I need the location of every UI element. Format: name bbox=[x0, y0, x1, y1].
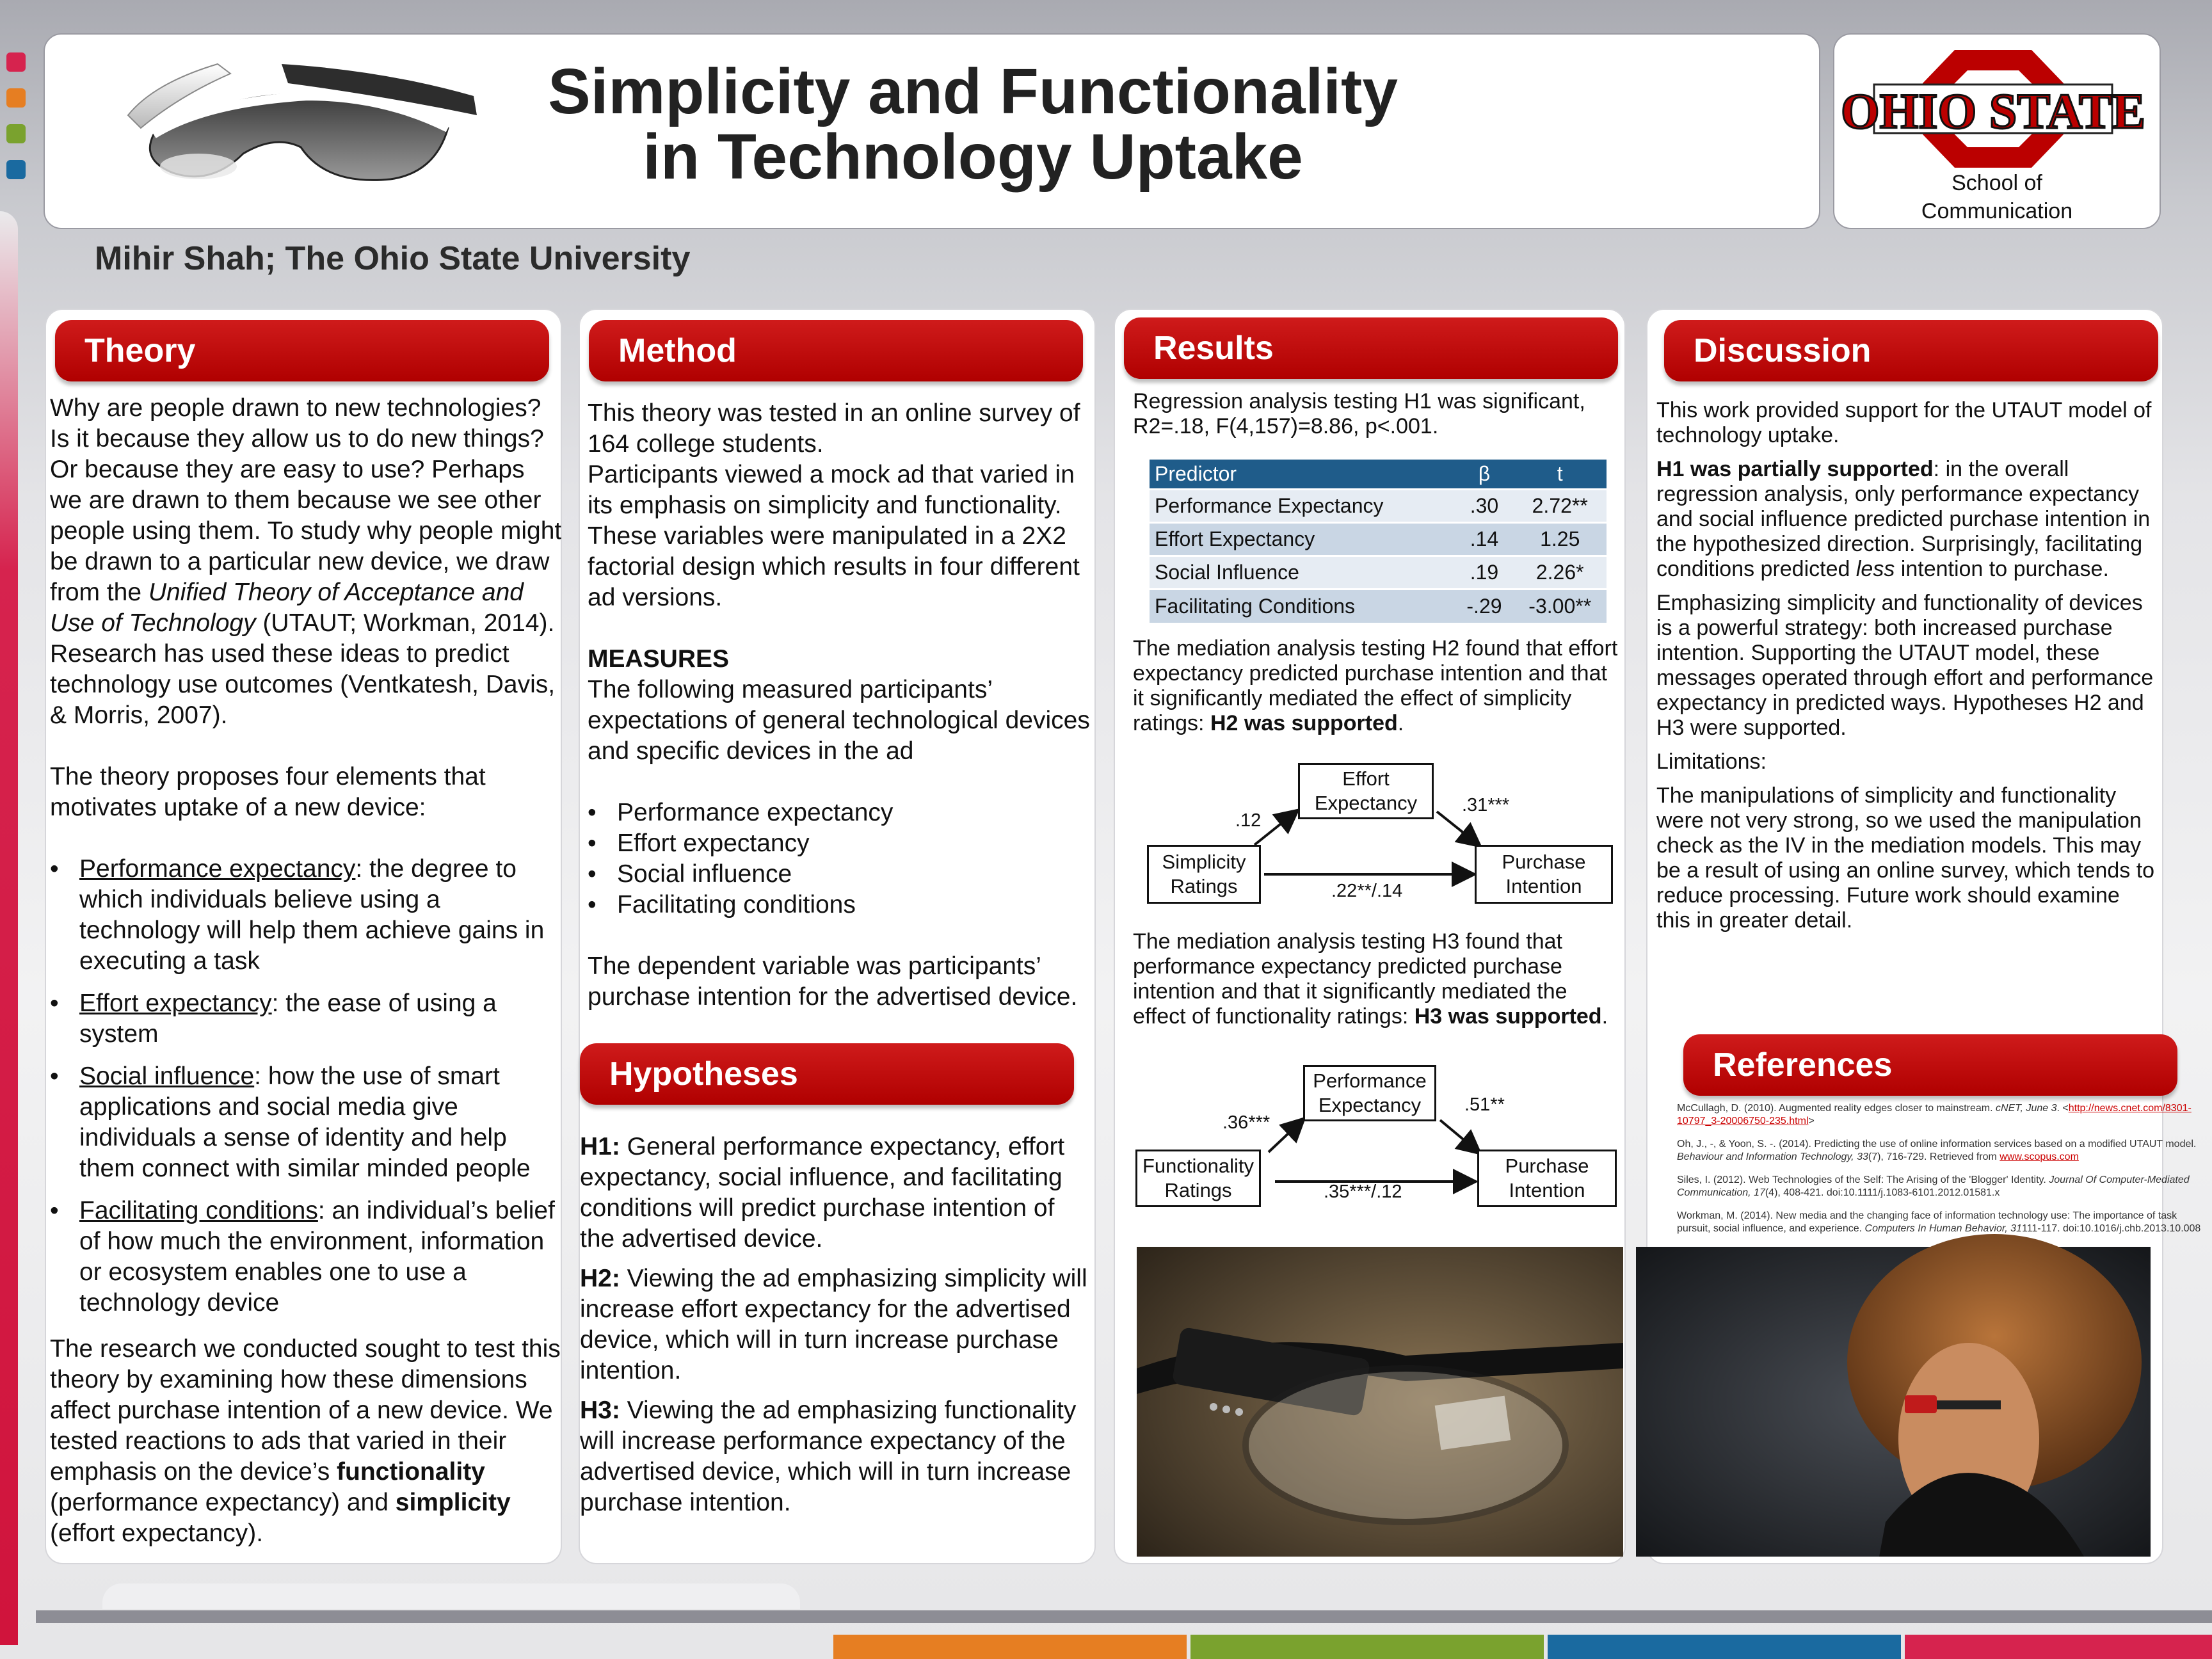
list-item bbox=[50, 854, 562, 977]
regression-summary: Regression analysis testing H1 was significant, R2=.18, F(4,157)=8.86, p<.001. bbox=[1133, 389, 1585, 438]
list-item bbox=[50, 1196, 562, 1318]
ref-source: Journal Of Computer-Mediated Communication, 17 bbox=[1677, 1174, 2190, 1198]
path-a-coefficient: .12 bbox=[1235, 810, 1262, 831]
h3-label: H3: bbox=[580, 1397, 620, 1424]
list-item: • Effort expectancy bbox=[588, 828, 1093, 859]
list-item: • Social influence bbox=[588, 859, 1093, 890]
list-item bbox=[1677, 1174, 2207, 1199]
footer-segment-pink bbox=[1905, 1635, 2212, 1659]
ref-text: (4), 408-421. doi:10.1111/j.1083-6101.2012.01581.x bbox=[1765, 1187, 2000, 1198]
keyword-functionality: functionality bbox=[337, 1458, 485, 1486]
ref-link[interactable]: http://news.cnet.com/8301-10797_3-20006750-235.html bbox=[1677, 1103, 2192, 1126]
theory-elements-intro: The theory proposes four elements that motivates uptake of a new device: bbox=[50, 763, 486, 821]
mediation-h2-a: The mediation analysis testing H2 found that effort expectancy predicted purchase intention and that it significantly mediated the effect of simplicity ratings: bbox=[1133, 636, 1618, 735]
mediation-h3-b: . bbox=[1601, 1004, 1608, 1029]
hypothesis-3 bbox=[580, 1395, 1092, 1518]
path-a-coefficient: .36*** bbox=[1222, 1112, 1270, 1133]
term-definition: : the ease of using a system bbox=[79, 990, 497, 1048]
ref-text: Workman, M. (2014). New media and the changing face of information technology use: The importance of task pursuit, social influence, and experience. bbox=[1677, 1210, 2177, 1234]
path-b-coefficient: .51** bbox=[1464, 1094, 1505, 1115]
h2-label: H2: bbox=[580, 1265, 620, 1292]
results-heading: Results bbox=[1124, 317, 1618, 379]
table-row bbox=[1150, 556, 1607, 589]
school-line-1: School of bbox=[1952, 171, 2042, 195]
ref-link[interactable]: www.scopus.com bbox=[2000, 1151, 2079, 1162]
discussion-h1-a: : in the overall regression analysis, only performance expectancy and social influence predicted purchase intention in the hypothesized direction. Surprisingly, facilitating conditions predicted bbox=[1656, 457, 2151, 581]
effort-expectancy-node: Effort Expectancy bbox=[1298, 763, 1434, 819]
school-line-2: Communication bbox=[1921, 199, 2073, 223]
hypotheses-body bbox=[580, 1132, 1092, 1518]
theory-conclusion-c: (effort expectancy). bbox=[50, 1519, 264, 1547]
limitations-text: The manipulations of simplicity and functionality were not very strong, so we used the manipulation check as the IV in the mediation models. This may be a result of using an online survey, which tends to reduce processing. Future work should examine this in greater detail. bbox=[1656, 783, 2155, 933]
footer-segment-orange bbox=[833, 1635, 1187, 1659]
references-heading: References bbox=[1683, 1034, 2177, 1096]
footer-segment-blue bbox=[1548, 1635, 1901, 1659]
purchase-intention-node: Purchase Intention bbox=[1477, 1150, 1617, 1207]
path-c-coefficient: .35***/.12 bbox=[1324, 1182, 1402, 1202]
hypotheses-heading: Hypotheses bbox=[580, 1043, 1074, 1105]
method-body bbox=[588, 398, 1093, 1013]
accent-square-blue bbox=[6, 160, 26, 179]
h1-partially-supported: H1 was partially supported bbox=[1656, 457, 1934, 481]
limitations-label: Limitations: bbox=[1656, 749, 1767, 774]
path-c-coefficient: .22**/.14 bbox=[1331, 881, 1403, 901]
glasses-closeup-photo bbox=[1137, 1247, 1623, 1557]
list-item bbox=[50, 988, 562, 1050]
ref-source: cNET, June 3 bbox=[1996, 1103, 2057, 1114]
theory-heading: Theory bbox=[55, 320, 549, 381]
table-cell: Facilitating Conditions bbox=[1150, 589, 1455, 623]
table-cell: 2.26* bbox=[1513, 556, 1607, 589]
dependent-variable: The dependent variable was participants’ purchase intention for the advertised device. bbox=[588, 952, 1078, 1011]
utaut-name: Unified Theory of Acceptance and Use of Technology bbox=[50, 579, 524, 637]
discussion-heading: Discussion bbox=[1664, 320, 2158, 381]
school-name bbox=[1833, 169, 2161, 225]
list-item: • Facilitating conditions bbox=[588, 890, 1093, 920]
discussion-body bbox=[1656, 398, 2158, 933]
list-item bbox=[50, 1061, 562, 1184]
table-cell: Performance Expectancy bbox=[1150, 490, 1455, 523]
theory-conclusion bbox=[50, 1334, 562, 1549]
title-line-2: in Technology Uptake bbox=[643, 121, 1303, 193]
footer-bar bbox=[36, 1610, 2212, 1623]
accent-square-pink bbox=[6, 52, 26, 72]
woman-smart-glasses-photo bbox=[1636, 1247, 2151, 1557]
ref-text: Oh, J., -, & Yoon, S. -. (2014). Predicting the use of online information services based on a modified UTAUT model. bbox=[1677, 1139, 2197, 1150]
ref-text: . < bbox=[2056, 1103, 2069, 1114]
hypothesis-1 bbox=[580, 1132, 1092, 1254]
table-cell: 2.72** bbox=[1513, 490, 1607, 523]
list-item bbox=[1677, 1138, 2207, 1164]
mediation-h3-a: The mediation analysis testing H3 found that performance expectancy predicted purchase intention and that it significantly mediated the effect of functionality ratings: bbox=[1133, 929, 1567, 1029]
table-row bbox=[1150, 490, 1607, 523]
table-cell: -.29 bbox=[1455, 589, 1514, 623]
mediation-h2-text bbox=[1133, 636, 1619, 736]
table-cell: .14 bbox=[1455, 523, 1514, 556]
table-row bbox=[1150, 589, 1607, 623]
measures-heading: MEASURES bbox=[588, 645, 730, 673]
table-cell: Effort Expectancy bbox=[1150, 523, 1455, 556]
discussion-h1-b: intention to purchase. bbox=[1895, 557, 2109, 581]
mediation-h2-b: . bbox=[1397, 711, 1404, 735]
h1-text: General performance expectancy, effort expectancy, social influence, and facilitating conditions will predict purchase intention of the advertised device. bbox=[580, 1133, 1065, 1253]
title-line-1: Simplicity and Functionality bbox=[548, 56, 1398, 127]
ohio-state-logo bbox=[1840, 45, 2146, 173]
term-definition: : the degree to which individuals believe using a technology will help them achieve gains in executing a task bbox=[79, 855, 545, 975]
ref-text: (7), 716-729. Retrieved from bbox=[1868, 1151, 2000, 1162]
table-cell: -3.00** bbox=[1513, 589, 1607, 623]
ref-text: 111-117. doi:10.1016/j.chb.2013.10.008 bbox=[2021, 1223, 2201, 1234]
theory-body bbox=[50, 393, 562, 1549]
method-heading: Method bbox=[589, 320, 1083, 381]
table-cell: 1.25 bbox=[1513, 523, 1607, 556]
term-definition: : an individual’s belief of how much the environment, information or ecosystem enables one to use a technology device bbox=[79, 1197, 555, 1317]
theory-conclusion-b: (performance expectancy) and bbox=[50, 1489, 396, 1516]
accent-square-green bbox=[6, 124, 26, 143]
hypothesis-2 bbox=[580, 1263, 1092, 1386]
theory-conclusion-a: The research we conducted sought to test this theory by examining how these dimensions affect purchase intention of a new device. We tested reactions to ads that varied in their emphasis on the device’s bbox=[50, 1335, 561, 1486]
ref-text: McCullagh, D. (2010). Augmented reality edges closer to mainstream. bbox=[1677, 1103, 1996, 1114]
h2-text: Viewing the ad emphasizing simplicity will increase effort expectancy for the advertised device, which will in turn increase purchase intention. bbox=[580, 1265, 1087, 1384]
references-list bbox=[1677, 1102, 2207, 1246]
ref-source: Behaviour and Information Technology, 33 bbox=[1677, 1151, 1868, 1162]
h3-text: Viewing the ad emphasizing functionality will increase performance expectancy of the advertised device, which will in turn increase purchase intention. bbox=[580, 1397, 1077, 1516]
author-line: Mihir Shah; The Ohio State University bbox=[95, 240, 691, 277]
discussion-strategy: Emphasizing simplicity and functionality of devices is a powerful strategy: both increased purchase intention. Supporting the UTAUT model, these messages operated through effort and performance expectancy in predicted ways. Hypotheses H2 and H3 were supported. bbox=[1656, 591, 2154, 740]
emphasis-less: less bbox=[1855, 557, 1895, 581]
table-cell: .30 bbox=[1455, 490, 1514, 523]
functionality-ratings-node: Functionality Ratings bbox=[1135, 1150, 1261, 1207]
simplicity-ratings-node: Simplicity Ratings bbox=[1147, 845, 1261, 904]
discussion-support: This work provided support for the UTAUT model of technology uptake. bbox=[1656, 398, 2152, 447]
list-item: • Performance expectancy bbox=[588, 797, 1093, 828]
table-row bbox=[1150, 523, 1607, 556]
term-performance-expectancy: Performance expectancy bbox=[79, 855, 356, 883]
column-header: β bbox=[1455, 460, 1514, 490]
discussion-h1 bbox=[1656, 457, 2158, 582]
h1-label: H1: bbox=[580, 1133, 620, 1160]
ref-text: > bbox=[1808, 1116, 1815, 1126]
table-header-row bbox=[1150, 460, 1607, 490]
term-facilitating-conditions: Facilitating conditions bbox=[79, 1197, 318, 1224]
term-social-influence: Social influence bbox=[79, 1062, 255, 1090]
keyword-simplicity: simplicity bbox=[395, 1489, 511, 1516]
left-accent-bar bbox=[0, 211, 18, 1645]
footer-segment-green bbox=[1190, 1635, 1544, 1659]
purchase-intention-node: Purchase Intention bbox=[1475, 845, 1613, 904]
table-cell: Social Influence bbox=[1150, 556, 1455, 589]
theory-intro-b: (UTAUT; Workman, 2014). Research has used these ideas to predict technology use outcomes (Ventkatesh, Davis, & Morris, 2007). bbox=[50, 609, 556, 729]
theory-intro bbox=[50, 393, 562, 731]
term-effort-expectancy: Effort expectancy bbox=[79, 990, 272, 1017]
method-sample: This theory was tested in an online survey of 164 college students. bbox=[588, 399, 1080, 458]
performance-expectancy-node: Performance Expectancy bbox=[1303, 1065, 1436, 1121]
theory-elements-list bbox=[50, 854, 562, 1318]
column-header: t bbox=[1513, 460, 1607, 490]
path-b-coefficient: .31*** bbox=[1462, 795, 1510, 815]
regression-table bbox=[1150, 460, 1607, 623]
logo-wordmark: OHIO STATE bbox=[1840, 83, 2146, 139]
measures-description: The following measured participants’ expectations of general technological devices and specific devices in the ad bbox=[588, 676, 1090, 765]
list-item bbox=[1677, 1102, 2207, 1128]
method-design: Participants viewed a mock ad that varied in its emphasis on simplicity and functionality. These variables were manipulated in a 2X2 factorial design which results in four different ad versions. bbox=[588, 461, 1080, 611]
poster-title bbox=[435, 56, 1511, 193]
measures-list bbox=[588, 797, 1093, 920]
accent-square-orange bbox=[6, 88, 26, 108]
ref-text: Siles, I. (2012). Web Technologies of the Self: The Arising of the 'Blogger' Identity. bbox=[1677, 1174, 2049, 1185]
ref-source: Computers In Human Behavior, 31 bbox=[1864, 1223, 2022, 1234]
term-definition: : how the use of smart applications and social media give individuals a sense of identity and help them connect with similar minded people bbox=[79, 1062, 531, 1182]
column-header: Predictor bbox=[1150, 460, 1455, 490]
list-item bbox=[1677, 1210, 2207, 1235]
mediation-h3-text bbox=[1133, 929, 1619, 1029]
h3-supported: H3 was supported bbox=[1414, 1004, 1602, 1029]
h2-supported: H2 was supported bbox=[1210, 711, 1398, 735]
footer-tab bbox=[102, 1583, 800, 1609]
table-cell: .19 bbox=[1455, 556, 1514, 589]
theory-intro-a: Why are people drawn to new technologies? Is it because they allow us to do new things? Or because they are easy to use? Perhaps we are drawn to them because we see other people using them. To study why people might be drawn to a particular new device, we draw from the bbox=[50, 394, 562, 606]
